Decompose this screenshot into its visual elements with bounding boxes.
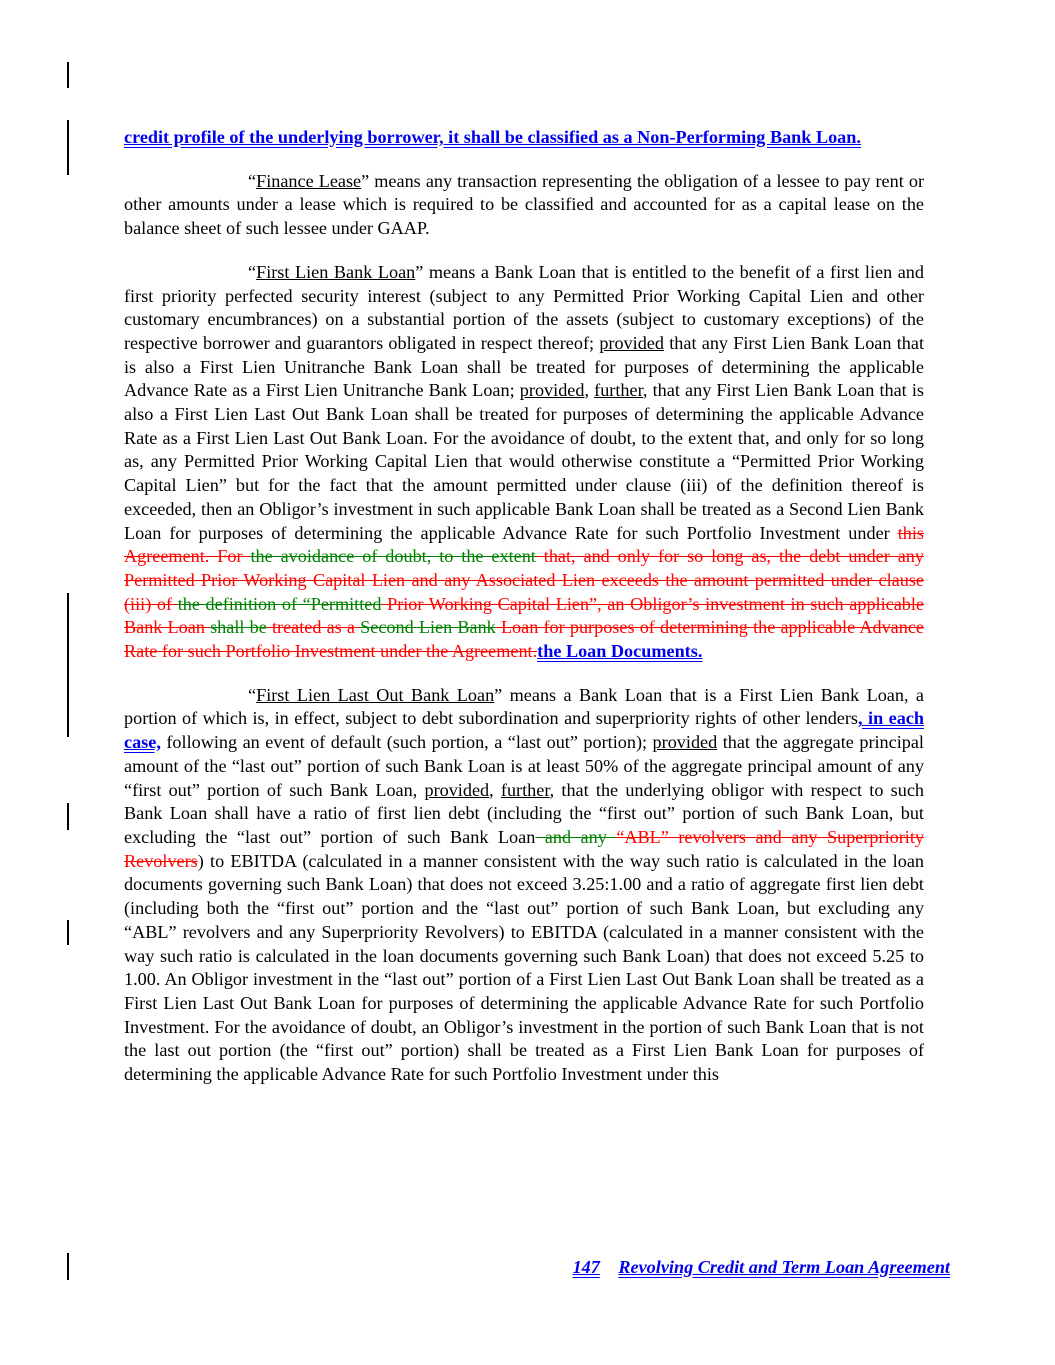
deleted-text: that, and only for so long as, the debt under any Permitted Prior Working Capital Lien and any Associated Lien exceeds the amount permitted under clause (iii) of	[124, 546, 924, 614]
underlined-term: provided	[424, 779, 490, 800]
text-run: ” means any transaction representing the obligation of a lessee to pay rent or other amounts under a lease which is required to be classified and accounted for as a capital lease on the balance sheet of such lessee under GAAP.	[124, 170, 925, 239]
text-run: that any First Lien Bank Loan that is also a First Lien Unitranche Bank Loan shall be treated for purposes of determining the applicable Advance Rate as a First Lien Unitranche Bank Loan;	[124, 332, 924, 401]
underlined-term: First Lien Last Out Bank Loan	[256, 684, 495, 705]
change-bar	[67, 920, 69, 945]
change-bar	[67, 120, 69, 175]
document-body	[124, 126, 924, 1107]
text-run: following an event of default (such portion, a “last out” portion);	[160, 732, 653, 753]
moved-deleted-text: shall be	[210, 617, 267, 638]
underlined-term: Finance Lease	[256, 170, 362, 191]
document-title: Revolving Credit and Term Loan Agreement	[618, 1257, 950, 1277]
deleted-text: this Agreement. For	[124, 522, 924, 567]
page-number: 147	[572, 1257, 600, 1277]
paragraph	[124, 261, 924, 664]
text-run: that the aggregate principal amount of the “last out” portion of such Bank Loan is at least 50% of the aggregate principal amount of any “first out” portion of such Bank Loan,	[124, 732, 924, 800]
text-run: ) to EBITDA (calculated in a manner consistent with the way such ratio is calculated in the loan documents governing such Bank Loan) that does not exceed 3.25:1.00 and a ratio of aggregate first lien debt (including both the “first out” portion and the “last out” portion of such Bank Loan, but excluding any “ABL” revolvers and any Superpriority Revolvers) to EBITDA (calculated in a manner consistent with the way such ratio is calculated in the loan documents governing such Bank Loan) that does not exceed 5.25 to 1.00. An Obligor investment in the “last out” portion of a First Lien Last Out Bank Loan shall be treated as a First Lien Last Out Bank Loan for purposes of determining the applicable Advance Rate for such Portfolio Investment. For the avoidance of doubt, an Obligor’s investment in the portion of such Bank Loan that is not the last out portion (the “first out” portion) shall be treated as a First Lien Bank Loan for purposes of determining the applicable Advance Rate for such Portfolio Investment under this	[124, 850, 924, 1085]
paragraph	[124, 170, 924, 241]
inserted-text: credit profile of the underlying borrower, it shall be classified as a Non-Performing Bank Loan.	[124, 127, 861, 147]
text-run: ” means a Bank Loan that is a First Lien Bank Loan, a portion of which is, in effect, subject to debt subordination and superpriority rights of other lenders	[124, 684, 924, 729]
moved-deleted-text: Second Lien Bank	[360, 617, 496, 638]
text-run: “	[248, 261, 257, 282]
paragraph	[124, 684, 924, 1087]
underlined-term: First Lien Bank Loan	[256, 261, 416, 282]
inserted-text: , in each case,	[124, 708, 924, 753]
deleted-text: Loan for purposes of determining the applicable Advance Rate for such Portfolio Investment under the Agreement.	[124, 617, 924, 662]
text-run: “	[248, 684, 257, 705]
moved-deleted-text: and any	[535, 826, 617, 847]
text-run: , that the underlying obligor with respect to such Bank Loan shall have a ratio of first lien debt (including the “first out” portion of such Bank Loan, but excluding the “last out” portion of such Bank Loan	[124, 779, 924, 847]
inserted-text: the Loan Documents.	[537, 641, 703, 662]
change-bar	[67, 62, 69, 88]
change-bar	[67, 593, 69, 737]
moved-deleted-text: the avoidance of doubt, to the extent	[250, 546, 536, 567]
underlined-term: further	[500, 779, 550, 800]
page-footer	[573, 1257, 950, 1278]
change-bar	[67, 803, 69, 830]
underlined-term: provided	[652, 732, 718, 753]
text-run: “	[248, 170, 257, 191]
underlined-term: provided	[519, 380, 585, 401]
change-bar	[67, 1253, 69, 1280]
underlined-term: provided	[599, 332, 664, 353]
paragraph	[124, 126, 924, 150]
deleted-text: “ABL” revolvers and any Superpriority Revolvers	[124, 826, 924, 871]
text-run: , that any First Lien Bank Loan that is also a First Lien Last Out Bank Loan shall be treated for purposes of determining the applicable Advance Rate as a First Lien Last Out Bank Loan. For the avoidance of doubt, to the extent that, and only for so long as, any Permitted Prior Working Capital Lien that would otherwise constitute a “Permitted Prior Working Capital Lien” but for the fact that the amount permitted under clause (iii) of the definition thereof is exceeded, then an Obligor’s investment in such applicable Bank Loan shall be treated as a Second Lien Bank Loan for purposes of determining the applicable Advance Rate for such Portfolio Investment under	[124, 380, 925, 543]
deleted-text: Prior Working Capital Lien”, an Obligor’s investment in such applicable Bank Loan	[124, 593, 925, 638]
moved-deleted-text: the definition of “Permitted	[177, 593, 382, 614]
text-run: ,	[489, 779, 501, 800]
underlined-term: further	[594, 380, 643, 401]
text-run: ,	[584, 380, 595, 401]
text-run: ” means a Bank Loan that is entitled to the benefit of a first lien and first priority perfected security interest (subject to any Permitted Prior Working Capital Lien and other customary encumbrances) on a substantial portion of the assets (subject to customary exceptions) of the respective borrower and guarantors obligated in respect thereof;	[124, 261, 924, 353]
deleted-text: treated as a	[266, 617, 361, 638]
